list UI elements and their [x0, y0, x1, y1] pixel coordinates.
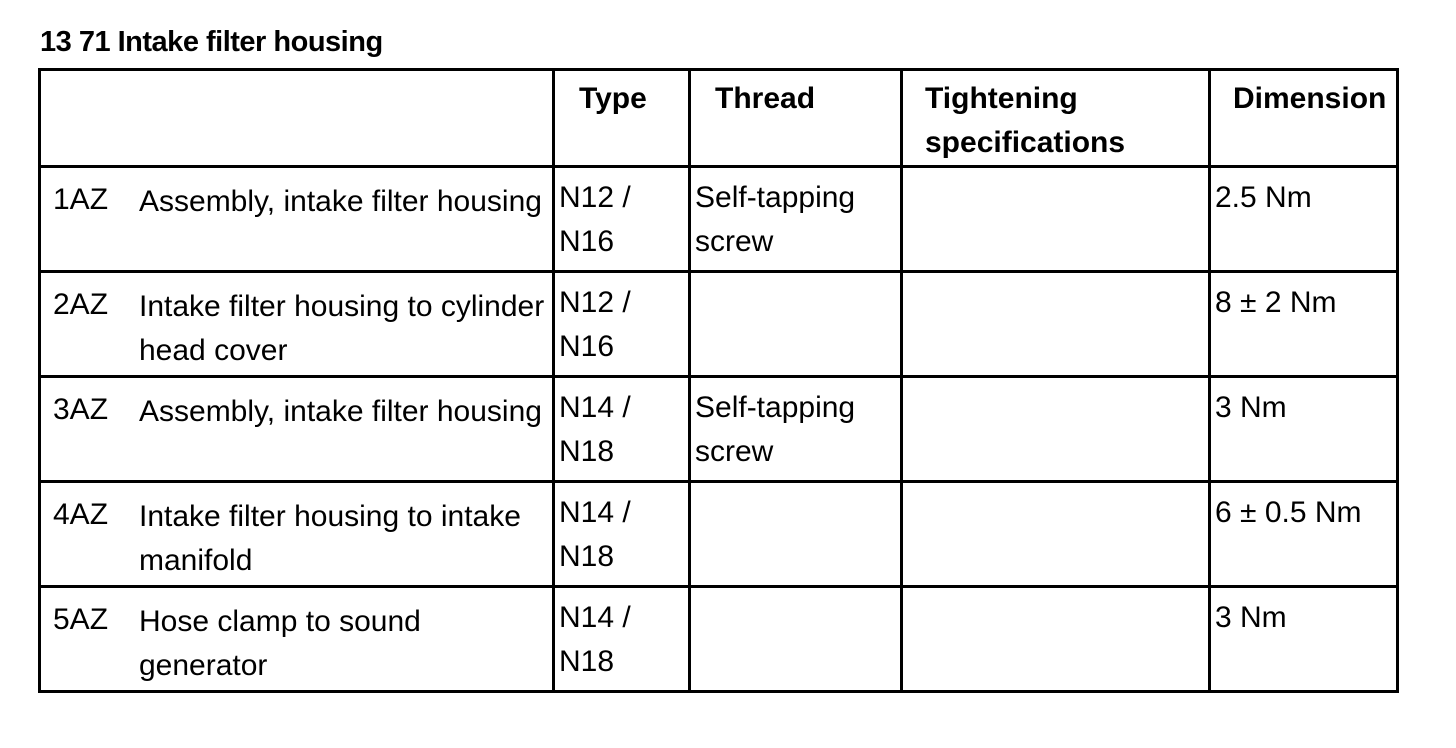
item-code: 5AZ	[53, 603, 109, 636]
item-code: 3AZ	[53, 393, 109, 426]
type-cell: N14 / N18	[554, 377, 690, 482]
thread-cell: Self-tapping screw	[690, 377, 902, 482]
dimension-cell: 8 ± 2 Nm	[1210, 272, 1398, 377]
table-row	[40, 377, 1398, 482]
item-code: 4AZ	[53, 498, 109, 531]
header-tightening: Tightening specifications	[902, 70, 1210, 167]
dimension-cell: 3 Nm	[1210, 377, 1398, 482]
type-cell: N12 / N16	[554, 167, 690, 272]
dimension-cell: 3 Nm	[1210, 587, 1398, 692]
tightening-cell	[902, 377, 1210, 482]
header-thread: Thread	[690, 70, 902, 167]
dimension-cell: 2.5 Nm	[1210, 167, 1398, 272]
header-type: Type	[554, 70, 690, 167]
dimension-cell: 6 ± 0.5 Nm	[1210, 482, 1398, 587]
thread-cell: Self-tapping screw	[690, 167, 902, 272]
item-code: 2AZ	[53, 288, 109, 321]
item-description: Assembly, intake filter housing	[139, 395, 542, 428]
table-row	[40, 482, 1398, 587]
item-cell	[40, 167, 554, 272]
thread-cell	[690, 272, 902, 377]
spec-table	[38, 68, 1399, 693]
item-cell	[40, 482, 554, 587]
thread-cell	[690, 482, 902, 587]
tightening-cell	[902, 272, 1210, 377]
table-row	[40, 587, 1398, 692]
type-cell: N14 / N18	[554, 587, 690, 692]
item-cell	[40, 272, 554, 377]
header-dimension: Dimension	[1210, 70, 1398, 167]
thread-cell	[690, 587, 902, 692]
item-cell	[40, 377, 554, 482]
item-cell	[40, 587, 554, 692]
item-description: Hose clamp to sound generator	[139, 605, 421, 682]
table-row	[40, 272, 1398, 377]
item-description: Intake filter housing to cylinder head cover	[139, 290, 545, 367]
table-row	[40, 167, 1398, 272]
item-code: 1AZ	[53, 183, 109, 216]
tightening-cell	[902, 587, 1210, 692]
header-item	[40, 70, 554, 167]
tightening-cell	[902, 482, 1210, 587]
type-cell: N14 / N18	[554, 482, 690, 587]
type-cell: N12 / N16	[554, 272, 690, 377]
item-description: Assembly, intake filter housing	[139, 185, 542, 218]
tightening-cell	[902, 167, 1210, 272]
item-description: Intake filter housing to intake manifold	[139, 500, 521, 577]
page-title: 13 71 Intake filter housing	[40, 26, 383, 58]
table-header-row	[40, 70, 1398, 167]
